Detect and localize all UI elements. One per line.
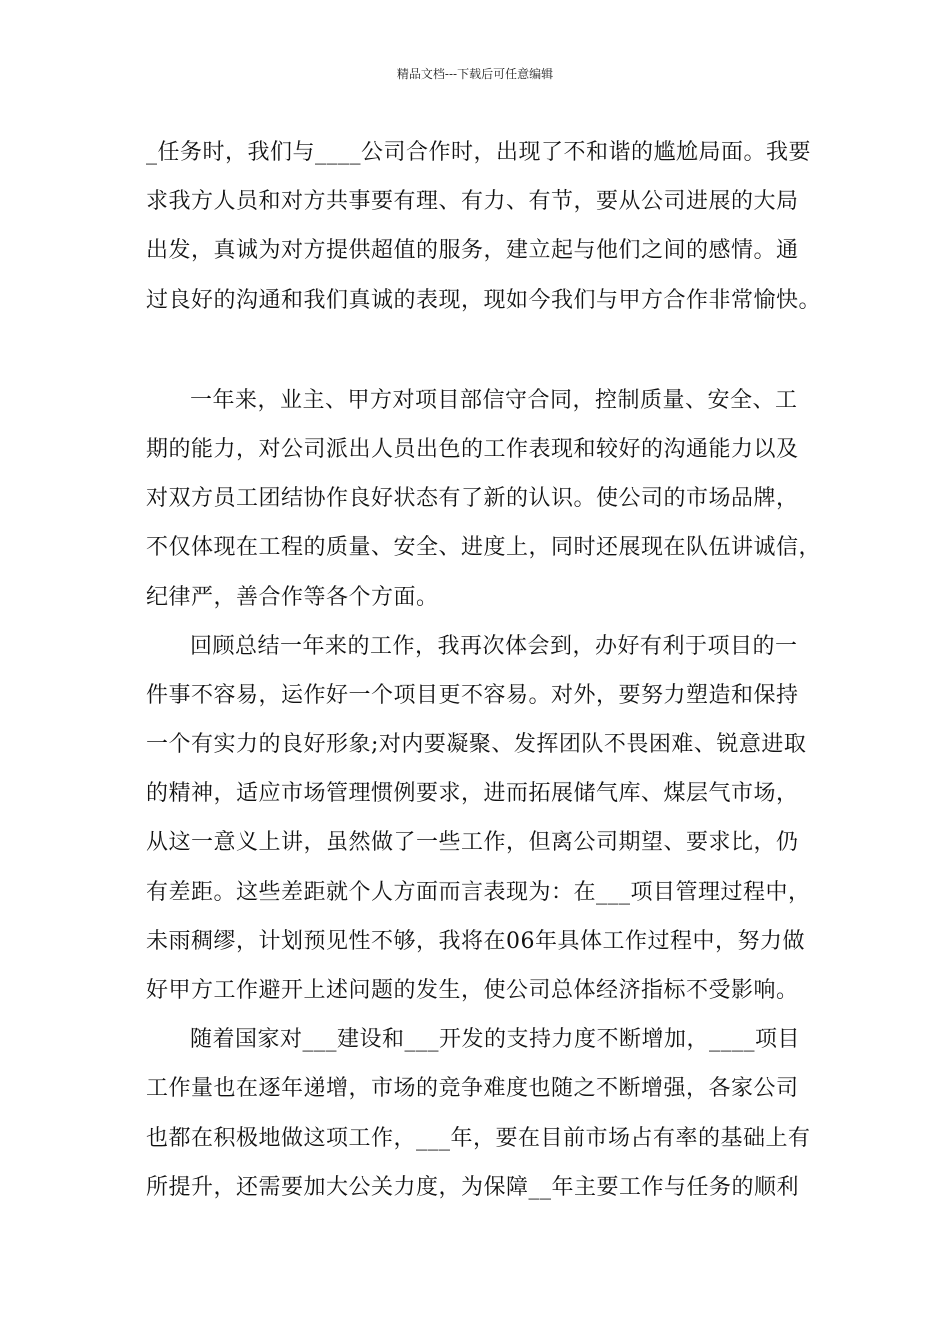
text-line: 一年来，业主、甲方对项目部信守合同，控制质量、安全、工 — [190, 387, 798, 413]
paragraph-gap — [146, 325, 826, 376]
text-line: 的精神，适应市场管理惯例要求，进而拓展储气库、煤层气市场， — [146, 781, 799, 807]
text-line: 有差距。这些差距就个人方面而言表现为：在___项目管理过程中， — [146, 879, 811, 905]
document-body — [146, 128, 826, 1212]
text-line: 未雨稠缪，计划预见性不够，我将在06年具体工作过程中，努力做 — [146, 928, 805, 954]
paragraph-3 — [146, 622, 826, 1016]
text-line: 工作量也在逐年递增，市场的竞争难度也随之不断增强，各家公司 — [146, 1076, 799, 1102]
text-line: 求我方人员和对方共事要有理、有力、有节，要从公司进展的大局 — [146, 189, 799, 215]
paragraph-4 — [146, 1015, 826, 1212]
text-line: 好甲方工作避开上述问题的发生，使公司总体经济指标不受影响。 — [146, 978, 799, 1003]
paragraph-2 — [146, 376, 826, 622]
text-line: 纪律严，善合作等各个方面。 — [146, 584, 439, 610]
text-line: 件事不容易，运作好一个项目更不容易。对外，要努力塑造和保持 — [146, 682, 799, 708]
text-line: 过良好的沟通和我们真诚的表现，现如今我们与甲方合作非常愉快。 — [146, 287, 822, 313]
text-line: 随着国家对___建设和___开发的支持力度不断增加，____项目 — [190, 1027, 801, 1053]
text-line: 不仅体现在工程的质量、安全、进度上，同时还展现在队伍讲诚信， — [146, 535, 822, 561]
text-line: 回顾总结一年来的工作，我再次体会到，办好有利于项目的一 — [190, 633, 798, 659]
text-line: 期的能力，对公司派出人员出色的工作表现和较好的沟通能力以及 — [146, 436, 799, 462]
text-line: 出发，真诚为对方提供超值的服务，建立起与他们之间的感情。通 — [146, 238, 799, 264]
text-line: 对双方员工团结协作良好状态有了新的认识。使公司的市场品牌， — [146, 486, 799, 512]
text-line: 也都在积极地做这项工作，___年，要在目前市场占有率的基础上有 — [146, 1125, 811, 1151]
text-line: 所提升，还需要加大公关力度，为保障__年主要工作与任务的顺利 — [146, 1174, 800, 1200]
text-line: _任务时，我们与____公司合作时，出现了不和谐的尴尬局面。我要 — [146, 140, 812, 165]
text-line: 从这一意义上讲，虽然做了一些工作，但离公司期望、要求比，仍 — [146, 830, 799, 856]
page-header: 精品文档---下载后可任意编辑 — [396, 67, 554, 81]
text-line: 一个有实力的良好形象;对内要凝聚、发挥团队不畏困难、锐意进取 — [146, 732, 807, 758]
paragraph-1 — [146, 128, 826, 325]
